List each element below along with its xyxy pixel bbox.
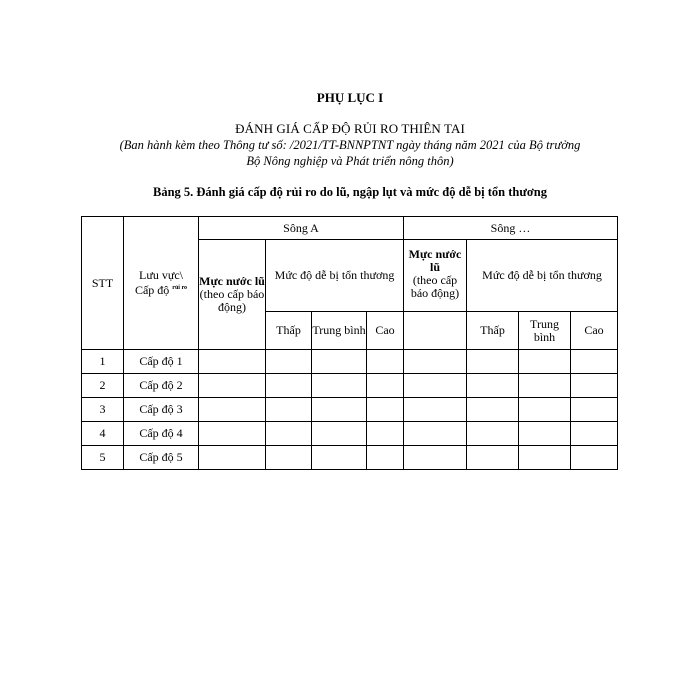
empty-cell <box>266 398 312 422</box>
table-body <box>82 350 618 470</box>
basin-level-header <box>124 217 199 350</box>
empty-cell <box>571 398 618 422</box>
river-a-low-header: Thấp <box>266 312 312 350</box>
empty-cell <box>199 446 266 470</box>
table-row <box>82 350 618 374</box>
empty-cell <box>467 350 519 374</box>
empty-cell <box>571 350 618 374</box>
empty-cell <box>312 350 367 374</box>
empty-cell <box>367 374 404 398</box>
empty-cell <box>467 446 519 470</box>
table-caption: Bảng 5. Đánh giá cấp độ rủi ro do lũ, ngập lụt và mức độ dễ bị tổn thương <box>152 185 547 199</box>
empty-cell <box>571 422 618 446</box>
river-other-low-header: Thấp <box>467 312 519 350</box>
river-other-empty-header <box>404 312 467 350</box>
row-risk-level: Cấp độ 3 <box>124 398 199 422</box>
empty-cell <box>199 350 266 374</box>
empty-cell <box>199 422 266 446</box>
empty-cell <box>367 350 404 374</box>
river-a-high-header: Cao <box>367 312 404 350</box>
empty-cell <box>519 446 571 470</box>
river-other-vulnerability-header: Mức độ dễ bị tổn thương <box>467 240 618 312</box>
empty-cell <box>404 398 467 422</box>
table-row <box>82 422 618 446</box>
risk-assessment-table <box>81 216 618 470</box>
river-other-medium-header: Trung bình <box>519 312 571 350</box>
empty-cell <box>519 398 571 422</box>
empty-cell <box>571 446 618 470</box>
flood-level-title: Mực nước lũ <box>199 274 265 288</box>
empty-cell <box>404 350 467 374</box>
row-stt: 5 <box>82 446 124 470</box>
empty-cell <box>312 374 367 398</box>
row-stt: 3 <box>82 398 124 422</box>
empty-cell <box>199 398 266 422</box>
river-a-flood-level-header <box>199 240 266 350</box>
flood-level-title: Mực nước lũ <box>408 247 462 274</box>
river-a-header: Sông A <box>199 217 404 240</box>
empty-cell <box>312 422 367 446</box>
empty-cell <box>519 374 571 398</box>
row-stt: 1 <box>82 350 124 374</box>
empty-cell <box>519 422 571 446</box>
empty-cell <box>367 446 404 470</box>
empty-cell <box>312 446 367 470</box>
empty-cell <box>571 374 618 398</box>
empty-cell <box>266 374 312 398</box>
stt-header: STT <box>82 217 124 350</box>
appendix-title: PHỤ LỤC I <box>316 90 384 105</box>
flood-level-note: (theo cấp báo động) <box>410 273 460 300</box>
river-other-flood-level-header <box>404 240 467 312</box>
table-row <box>82 446 618 470</box>
row-risk-level: Cấp độ 4 <box>124 422 199 446</box>
document-title: ĐÁNH GIÁ CẤP ĐỘ RỦI RO THIÊN TAI <box>235 121 465 136</box>
flood-level-note: (theo cấp báo động) <box>199 287 265 314</box>
row-risk-level: Cấp độ 5 <box>124 446 199 470</box>
empty-cell <box>266 446 312 470</box>
river-a-vulnerability-header: Mức độ dễ bị tổn thương <box>266 240 404 312</box>
empty-cell <box>404 446 467 470</box>
empty-cell <box>467 422 519 446</box>
basin-header-line-2: Cấp độ <box>134 283 170 297</box>
empty-cell <box>312 398 367 422</box>
empty-cell <box>467 374 519 398</box>
empty-cell <box>266 422 312 446</box>
row-stt: 4 <box>82 422 124 446</box>
river-other-high-header: Cao <box>571 312 618 350</box>
empty-cell <box>367 398 404 422</box>
row-stt: 2 <box>82 374 124 398</box>
river-a-medium-header: Trung bình <box>312 312 367 350</box>
basin-header-line-1: Lưu vực\ <box>139 268 183 282</box>
empty-cell <box>367 422 404 446</box>
empty-cell <box>404 422 467 446</box>
subtitle-line-2: Bộ Nông nghiệp và Phát triển nông thôn) <box>246 154 454 168</box>
river-other-header: Sông … <box>404 217 618 240</box>
basin-header-sup: rủi ro <box>172 285 188 291</box>
empty-cell <box>519 350 571 374</box>
subtitle-line-1: (Ban hành kèm theo Thông tư số: /2021/TT-BNNPTNT ngày tháng năm 2021 của Bộ trưởng <box>119 138 581 152</box>
empty-cell <box>266 350 312 374</box>
empty-cell <box>199 374 266 398</box>
empty-cell <box>404 374 467 398</box>
empty-cell <box>467 398 519 422</box>
table-row <box>82 374 618 398</box>
document-subtitle <box>80 137 620 169</box>
row-risk-level: Cấp độ 2 <box>124 374 199 398</box>
row-risk-level: Cấp độ 1 <box>124 350 199 374</box>
table-row <box>82 398 618 422</box>
